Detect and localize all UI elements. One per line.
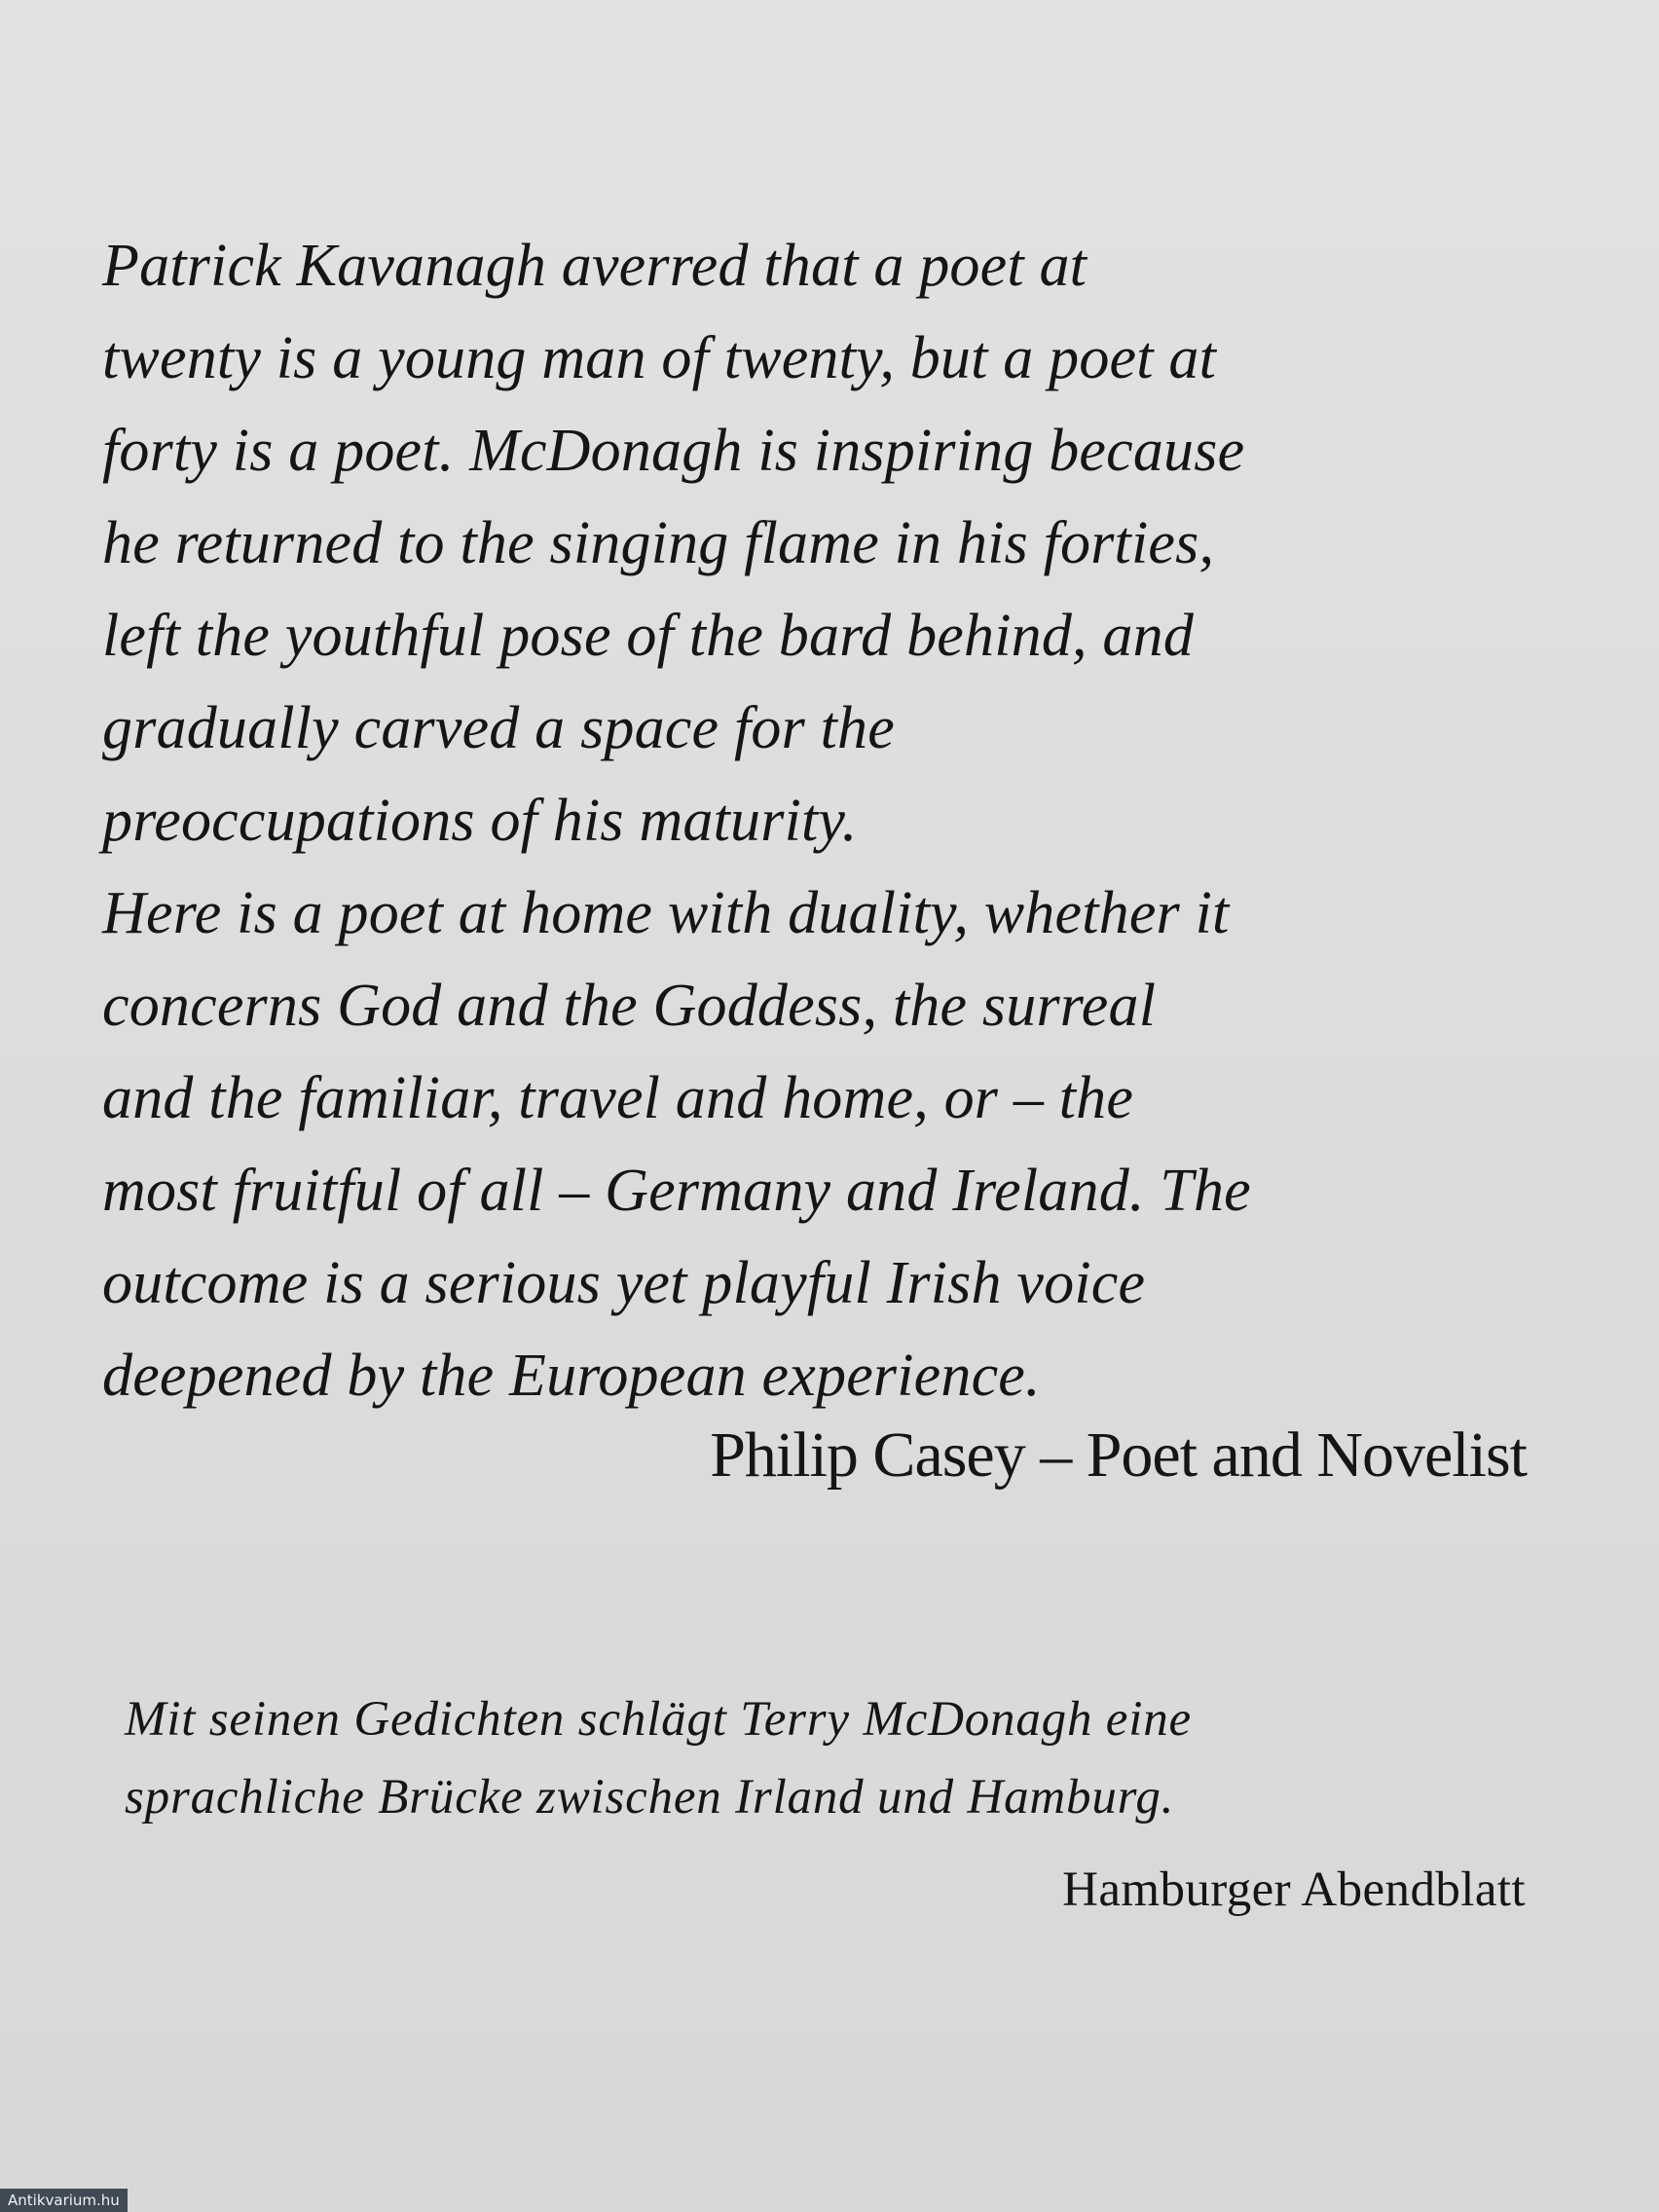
quote-line: concerns God and the Goddess, the surreal <box>102 973 1157 1039</box>
quote-line: he returned to the singing flame in his forties, <box>102 510 1215 576</box>
german-review-quote <box>125 1680 1536 1836</box>
quote-line: most fruitful of all – Germany and Ireland. The <box>102 1158 1251 1224</box>
quote-line: left the youthful pose of the bard behind, and <box>102 603 1195 669</box>
quote-line: gradually carved a space for the <box>102 695 895 761</box>
quote-line: forty is a poet. McDonagh is inspiring because <box>102 418 1245 484</box>
quote-line: twenty is a young man of twenty, but a poet at <box>102 325 1217 391</box>
casey-quote <box>102 220 1553 1422</box>
review-source: Hamburger Abendblatt <box>1062 1862 1526 1917</box>
quote-line: preoccupations of his maturity. <box>102 788 858 854</box>
watermark-label: Antikvarium.hu <box>0 2189 128 2212</box>
quote-line: Patrick Kavanagh averred that a poet at <box>102 233 1088 299</box>
review-line: sprachliche Brücke zwischen Irland und Hamburg. <box>125 1770 1175 1825</box>
quote-attribution: Philip Casey – Poet and Novelist <box>710 1419 1527 1491</box>
review-line: Mit seinen Gedichten schlägt Terry McDonagh eine <box>125 1692 1192 1747</box>
quote-line: Here is a poet at home with duality, whether it <box>102 880 1230 946</box>
quote-line: outcome is a serious yet playful Irish voice <box>102 1250 1146 1316</box>
quote-line: and the familiar, travel and home, or – the <box>102 1065 1134 1131</box>
quote-line: deepened by the European experience. <box>102 1343 1041 1409</box>
